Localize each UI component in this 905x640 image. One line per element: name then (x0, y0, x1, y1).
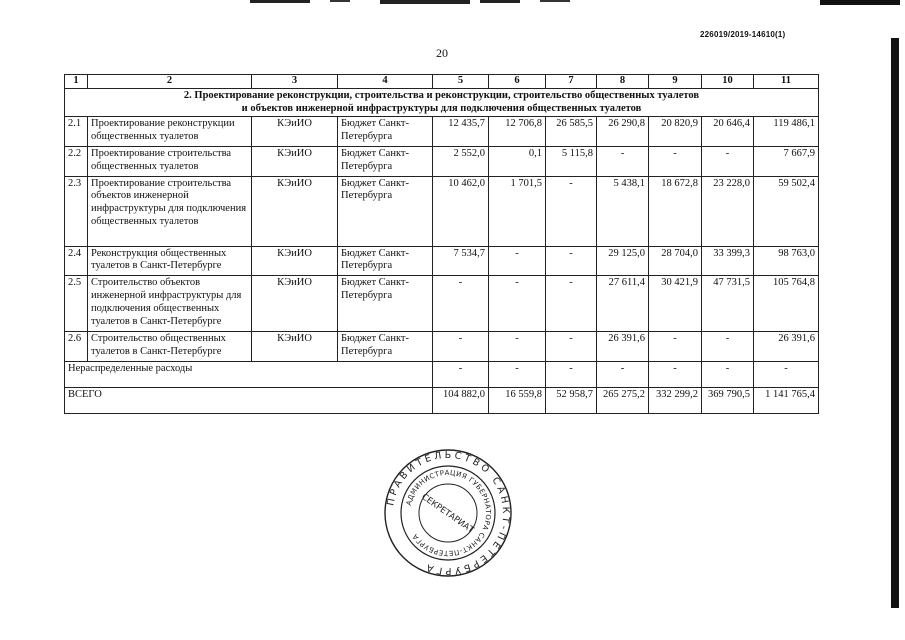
row-executor: КЭиИО (252, 176, 338, 246)
table-cell: 26 290,8 (597, 117, 649, 147)
table-cell: 16 559,8 (489, 387, 546, 413)
table-cell: - (754, 361, 819, 387)
table-cell: - (546, 176, 597, 246)
table-cell: 30 421,9 (649, 276, 702, 332)
table-row (65, 246, 819, 276)
section-title-line1: 2. Проектирование реконструкции, строительства и реконструкции, строительство общественных туалетов (183, 89, 700, 101)
row-number: 2.4 (65, 246, 88, 276)
col-number: 11 (754, 75, 819, 89)
table-cell: 33 399,3 (702, 246, 754, 276)
section-title (65, 88, 819, 117)
official-seal (383, 448, 513, 578)
section-title-row (65, 88, 819, 117)
row-funding-source: Бюджет Санкт-Петербурга (338, 146, 433, 176)
table-cell: 265 275,2 (597, 387, 649, 413)
col-number: 2 (88, 75, 252, 89)
row-activity-name: Реконструкция общественных туалетов в Санкт-Петербурге (88, 246, 252, 276)
table-cell: 59 502,4 (754, 176, 819, 246)
row-number: 2.6 (65, 332, 88, 362)
table-cell: 7 667,9 (754, 146, 819, 176)
table-cell: 26 391,6 (754, 332, 819, 362)
table-cell: 27 611,4 (597, 276, 649, 332)
row-funding-source: Бюджет Санкт-Петербурга (338, 246, 433, 276)
table-cell: 47 731,5 (702, 276, 754, 332)
row-executor: КЭиИО (252, 117, 338, 147)
row-number: 2.2 (65, 146, 88, 176)
col-number: 6 (489, 75, 546, 89)
row-number: 2.1 (65, 117, 88, 147)
col-number: 10 (702, 75, 754, 89)
table-cell: - (597, 146, 649, 176)
table-cell: 369 790,5 (702, 387, 754, 413)
table-cell: - (597, 361, 649, 387)
col-number: 5 (433, 75, 489, 89)
table-cell: - (546, 276, 597, 332)
scan-edge-bar (889, 38, 899, 608)
table-cell: - (489, 246, 546, 276)
table-cell: - (702, 361, 754, 387)
table-cell: 5 438,1 (597, 176, 649, 246)
table-row (65, 276, 819, 332)
row-executor: КЭиИО (252, 276, 338, 332)
table-cell: 98 763,0 (754, 246, 819, 276)
table-row (65, 146, 819, 176)
table-cell: 12 435,7 (433, 117, 489, 147)
table-cell: - (546, 332, 597, 362)
table-cell: - (702, 332, 754, 362)
table-cell: 1 701,5 (489, 176, 546, 246)
col-number: 3 (252, 75, 338, 89)
row-executor: КЭиИО (252, 332, 338, 362)
row-executor: КЭиИО (252, 246, 338, 276)
seal-inner-text: АДМИНИСТРАЦИЯ ГУБЕРНАТОРА САНКТ-ПЕТЕРБУРГА (404, 468, 493, 558)
table-cell: 1 141 765,4 (754, 387, 819, 413)
row-funding-source: Бюджет Санкт-Петербурга (338, 117, 433, 147)
table-cell: - (489, 361, 546, 387)
budget-table (64, 74, 819, 414)
table-row (65, 117, 819, 147)
total-row (65, 387, 819, 413)
table-cell: 104 882,0 (433, 387, 489, 413)
table-cell: 23 228,0 (702, 176, 754, 246)
column-number-row (65, 75, 819, 89)
table-cell: 18 672,8 (649, 176, 702, 246)
table-cell: - (649, 361, 702, 387)
total-label: ВСЕГО (65, 387, 433, 413)
row-activity-name: Проектирование строительства объектов инженерной инфраструктуры для подключения общественных туалетов (88, 176, 252, 246)
table-cell: 26 585,5 (546, 117, 597, 147)
table-cell: 28 704,0 (649, 246, 702, 276)
table-cell: 332 299,2 (649, 387, 702, 413)
row-activity-name: Проектирование строительства общественных туалетов (88, 146, 252, 176)
seal-outer-text: ПРАВИТЕЛЬСТВО САНКТ-ПЕТЕРБУРГА (385, 449, 512, 577)
row-number: 2.3 (65, 176, 88, 246)
table-cell: - (546, 246, 597, 276)
table-cell: 119 486,1 (754, 117, 819, 147)
row-activity-name: Проектирование реконструкции общественных туалетов (88, 117, 252, 147)
table-cell: 105 764,8 (754, 276, 819, 332)
table-cell: - (489, 332, 546, 362)
table-cell: - (649, 332, 702, 362)
document-number: 226019/2019-14610(1) (700, 30, 786, 39)
table-cell: - (702, 146, 754, 176)
table-cell: 12 706,8 (489, 117, 546, 147)
row-number: 2.5 (65, 276, 88, 332)
page-number: 20 (436, 46, 448, 60)
table-cell: 2 552,0 (433, 146, 489, 176)
table-cell: - (649, 146, 702, 176)
row-executor: КЭиИО (252, 146, 338, 176)
col-number: 9 (649, 75, 702, 89)
table-cell: 7 534,7 (433, 246, 489, 276)
table-row (65, 332, 819, 362)
table-cell: 20 646,4 (702, 117, 754, 147)
table-cell: 52 958,7 (546, 387, 597, 413)
row-funding-source: Бюджет Санкт-Петербурга (338, 276, 433, 332)
table-cell: 10 462,0 (433, 176, 489, 246)
section-title-line2: и объектов инженерной инфраструктуры для подключения общественных туалетов (241, 102, 642, 114)
table-cell: 26 391,6 (597, 332, 649, 362)
table-cell: 29 125,0 (597, 246, 649, 276)
table-cell: - (433, 332, 489, 362)
table-cell: - (546, 361, 597, 387)
col-number: 7 (546, 75, 597, 89)
table-cell: - (433, 276, 489, 332)
row-activity-name: Строительство объектов инженерной инфраструктуры для подключения общественных туалетов в Санкт-Петербурге (88, 276, 252, 332)
table-cell: 5 115,8 (546, 146, 597, 176)
table-cell: - (433, 361, 489, 387)
row-activity-name: Строительство общественных туалетов в Санкт-Петербурге (88, 332, 252, 362)
table-cell: 20 820,9 (649, 117, 702, 147)
seal-center-text: СЕКРЕТАРИАТ (419, 492, 476, 536)
row-funding-source: Бюджет Санкт-Петербурга (338, 332, 433, 362)
unallocated-row (65, 361, 819, 387)
unallocated-label: Нераспределенные расходы (65, 361, 433, 387)
col-number: 1 (65, 75, 88, 89)
table-cell: - (489, 276, 546, 332)
col-number: 8 (597, 75, 649, 89)
row-funding-source: Бюджет Санкт-Петербурга (338, 176, 433, 246)
table-row (65, 176, 819, 246)
table-cell: 0,1 (489, 146, 546, 176)
table-rows (65, 117, 819, 361)
col-number: 4 (338, 75, 433, 89)
scan-top-marks (0, 0, 905, 6)
